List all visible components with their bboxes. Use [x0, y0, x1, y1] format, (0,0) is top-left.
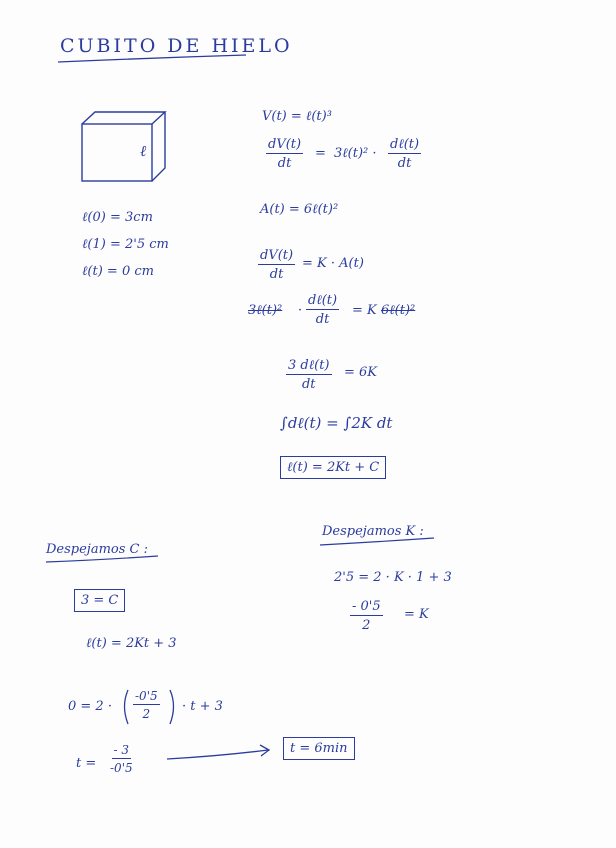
rate-fraction: $\frac{dV(t)}{dt}$ — [260, 248, 294, 282]
c-result-box: 3 = C — [74, 589, 125, 612]
general-solution-box: ℓ(t) = 2Kt + C — [280, 456, 386, 479]
integral-equation: ∫dℓ(t) = ∫2K dt — [280, 414, 393, 432]
sub-dot: · — [298, 303, 303, 318]
k-fraction: $\frac{- 0'5}{2}$ — [352, 599, 381, 633]
area-equation: A(t) = 6ℓ(t)² — [260, 202, 339, 217]
sub-equals-k: = K — [352, 303, 377, 318]
left-paren — [125, 690, 129, 724]
cube-edge-label: ℓ — [140, 142, 147, 160]
simplified-rhs: = 6K — [344, 365, 378, 380]
final-fraction: $\frac{-0'5}{2}$ — [135, 689, 158, 721]
dv-dt-fraction: $\frac{dV(t)}{dt}$ — [268, 137, 302, 171]
t-lhs: t = — [76, 756, 97, 771]
volume-equation: V(t) = ℓ(t)³ — [262, 109, 332, 124]
arrow-icon — [167, 745, 269, 759]
crossed-term-right: 6ℓ(t)² — [381, 303, 416, 318]
k-rhs: = K — [404, 607, 429, 622]
crossed-term-left: 3ℓ(t)² — [248, 303, 283, 318]
sub-fraction: dℓ(t) dt — [308, 293, 338, 327]
dv-equals: = — [315, 146, 326, 161]
page-title: CUBITO DE HIELO — [60, 35, 293, 57]
final-lhs: 0 = 2 · — [68, 699, 112, 714]
initial-condition-1: ℓ(1) = 2'5 cm — [82, 237, 169, 252]
initial-condition-0: ℓ(0) = 3cm — [82, 210, 153, 225]
simplified-fraction: 3 dℓ(t) dt — [288, 358, 330, 392]
dv-rhs-factor: 3ℓ(t)² · — [334, 146, 377, 161]
k-equation: 2'5 = 2 · K · 1 + 3 — [334, 570, 452, 585]
initial-condition-2: ℓ(t) = 0 cm — [82, 264, 154, 279]
despejamos-k-heading: Despejamos K : — [322, 524, 424, 539]
answer-box: t = 6min — [283, 737, 355, 760]
particular-solution: ℓ(t) = 2Kt + 3 — [86, 636, 177, 651]
rate-rhs: = K · A(t) — [302, 256, 364, 271]
final-rhs: · t + 3 — [182, 699, 223, 714]
right-paren — [170, 690, 174, 724]
despejamos-k-underline — [320, 538, 434, 545]
despejamos-c-heading: Despejamos C : — [46, 542, 149, 557]
dl-dt-fraction: dℓ(t) dt — [390, 137, 420, 171]
cube-drawing — [82, 112, 165, 181]
t-fraction: $\frac{- 3}{-0'5}$ — [110, 743, 133, 775]
